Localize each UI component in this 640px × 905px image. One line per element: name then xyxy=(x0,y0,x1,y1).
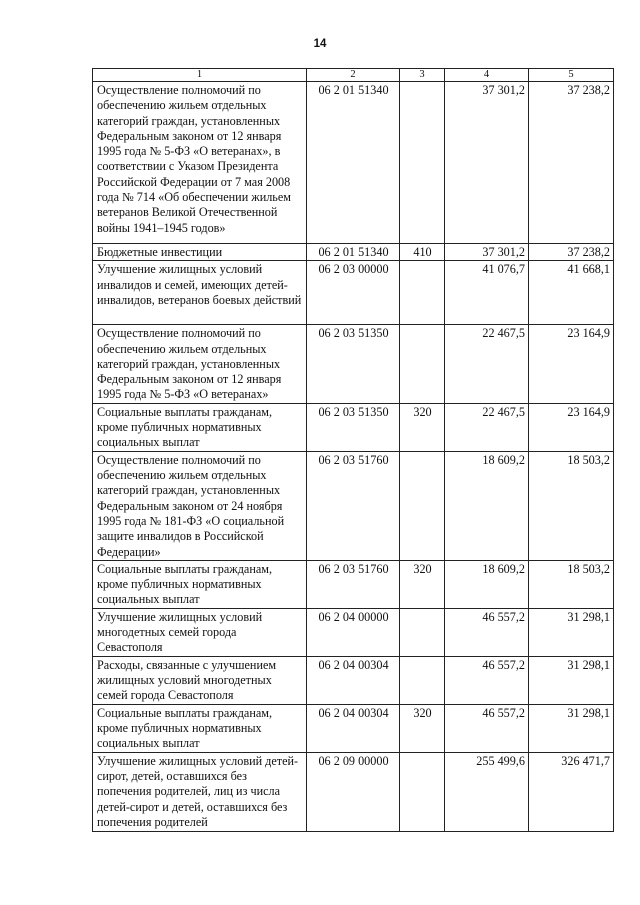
row-sum-1: 37 301,2 xyxy=(445,82,529,244)
row-expense-type xyxy=(400,325,445,403)
row-code: 06 2 03 51760 xyxy=(307,560,400,608)
row-name: Улучшение жилищных условий многодетных семей города Севастополя xyxy=(93,608,307,656)
row-expense-type xyxy=(400,82,445,244)
row-sum-2: 31 298,1 xyxy=(529,608,614,656)
row-name: Социальные выплаты гражданам, кроме публичных нормативных социальных выплат xyxy=(93,403,307,451)
row-sum-2: 23 164,9 xyxy=(529,325,614,403)
table-row xyxy=(93,261,614,325)
row-expense-type xyxy=(400,608,445,656)
table-row xyxy=(93,608,614,656)
row-sum-1: 255 499,6 xyxy=(445,752,529,831)
page-number: 14 xyxy=(313,38,327,50)
table-row xyxy=(93,403,614,451)
row-sum-2: 326 471,7 xyxy=(529,752,614,831)
row-code: 06 2 04 00304 xyxy=(307,704,400,752)
row-sum-2: 18 503,2 xyxy=(529,451,614,560)
column-number-4: 4 xyxy=(445,69,529,82)
row-name: Осуществление полномочий по обеспечению жильем отдельных категорий граждан, установленных Федеральным законом от 12 января 1995 года № 5-ФЗ «О ветеранах», в соответствии с Указом Президента Российской Федерации от 7 мая 2008 года № 714 «Об обеспечении жильем ветеранов Великой Отечественной войны 1941–1945 годов» xyxy=(93,82,307,244)
row-sum-2: 37 238,2 xyxy=(529,82,614,244)
row-sum-1: 18 609,2 xyxy=(445,451,529,560)
row-sum-1: 41 076,7 xyxy=(445,261,529,325)
row-sum-2: 37 238,2 xyxy=(529,244,614,261)
column-number-1: 1 xyxy=(93,69,307,82)
row-name: Улучшение жилищных условий инвалидов и семей, имеющих детей-инвалидов, ветеранов боевых действий xyxy=(93,261,307,325)
row-sum-1: 37 301,2 xyxy=(445,244,529,261)
row-code: 06 2 03 00000 xyxy=(307,261,400,325)
row-sum-2: 31 298,1 xyxy=(529,704,614,752)
budget-table xyxy=(92,68,614,832)
row-sum-1: 46 557,2 xyxy=(445,608,529,656)
row-name: Социальные выплаты гражданам, кроме публичных нормативных социальных выплат xyxy=(93,560,307,608)
table-row xyxy=(93,451,614,560)
row-code: 06 2 03 51350 xyxy=(307,325,400,403)
row-expense-type: 320 xyxy=(400,560,445,608)
row-name: Осуществление полномочий по обеспечению жильем отдельных категорий граждан, установленных Федеральным законом от 24 ноября 1995 года № 181-ФЗ «О социальной защите инвалидов в Российской Федерации» xyxy=(93,451,307,560)
table-row xyxy=(93,82,614,244)
row-sum-2: 18 503,2 xyxy=(529,560,614,608)
row-expense-type xyxy=(400,752,445,831)
row-name: Бюджетные инвестиции xyxy=(93,244,307,261)
table-row xyxy=(93,752,614,831)
row-code: 06 2 04 00304 xyxy=(307,656,400,704)
row-name: Осуществление полномочий по обеспечению жильем отдельных категорий граждан, установленных Федеральным законом от 12 января 1995 года № 5-ФЗ «О ветеранах» xyxy=(93,325,307,403)
table-row xyxy=(93,704,614,752)
row-expense-type: 320 xyxy=(400,704,445,752)
row-sum-2: 31 298,1 xyxy=(529,656,614,704)
row-sum-1: 46 557,2 xyxy=(445,656,529,704)
table-row xyxy=(93,560,614,608)
row-name: Расходы, связанные с улучшением жилищных условий многодетных семей города Севастополя xyxy=(93,656,307,704)
row-expense-type: 410 xyxy=(400,244,445,261)
table-row xyxy=(93,656,614,704)
row-name: Социальные выплаты гражданам, кроме публичных нормативных социальных выплат xyxy=(93,704,307,752)
header-row xyxy=(93,69,614,82)
row-code: 06 2 03 51760 xyxy=(307,451,400,560)
row-sum-1: 18 609,2 xyxy=(445,560,529,608)
column-number-5: 5 xyxy=(529,69,614,82)
row-expense-type xyxy=(400,656,445,704)
row-name: Улучшение жилищных условий детей-сирот, детей, оставшихся без попечения родителей, лиц из числа детей-сирот и детей, оставшихся без попечения родителей xyxy=(93,752,307,831)
table-row xyxy=(93,325,614,403)
row-expense-type xyxy=(400,261,445,325)
table-row xyxy=(93,244,614,261)
row-code: 06 2 04 00000 xyxy=(307,608,400,656)
row-code: 06 2 01 51340 xyxy=(307,244,400,261)
row-expense-type xyxy=(400,451,445,560)
column-number-2: 2 xyxy=(307,69,400,82)
row-sum-1: 46 557,2 xyxy=(445,704,529,752)
row-sum-2: 23 164,9 xyxy=(529,403,614,451)
row-sum-1: 22 467,5 xyxy=(445,403,529,451)
row-code: 06 2 01 51340 xyxy=(307,82,400,244)
row-expense-type: 320 xyxy=(400,403,445,451)
row-code: 06 2 09 00000 xyxy=(307,752,400,831)
column-number-3: 3 xyxy=(400,69,445,82)
row-sum-2: 41 668,1 xyxy=(529,261,614,325)
row-sum-1: 22 467,5 xyxy=(445,325,529,403)
row-code: 06 2 03 51350 xyxy=(307,403,400,451)
